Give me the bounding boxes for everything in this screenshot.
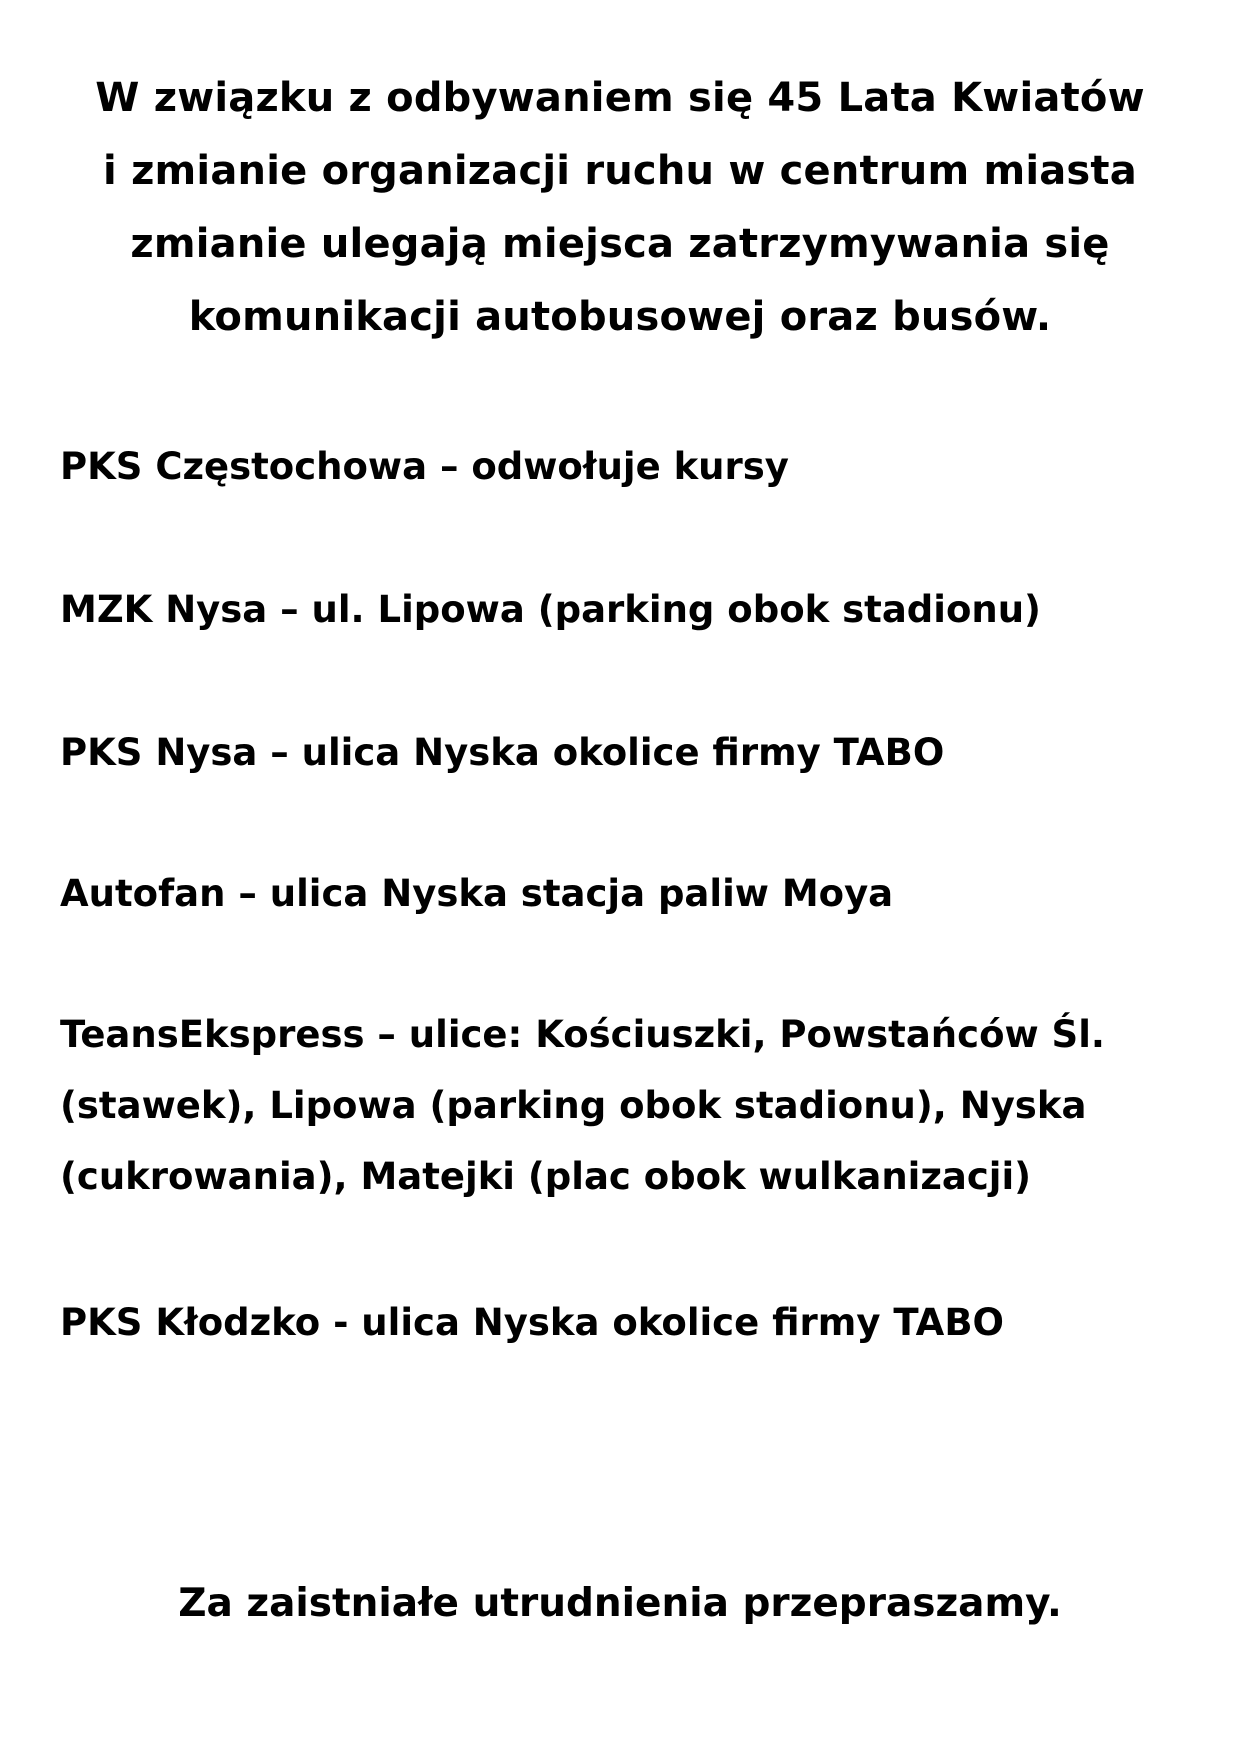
heading-line: komunikacji autobusowej oraz busów.	[188, 294, 1052, 340]
notice-text: Autofan – ulica Nyska stacja paliw Moya	[60, 872, 894, 915]
notice-pks-czestochowa	[60, 431, 1200, 502]
heading-line: i zmianie organizacji ruchu w centrum miasta	[103, 148, 1137, 194]
notice-autofan	[60, 858, 1200, 929]
notice-text: PKS Nysa – ulica Nyska okolice firmy TABO	[60, 731, 945, 774]
apology-footer: Za zaistniałe utrudnienia przepraszamy.	[178, 1581, 1062, 1626]
notice-pks-klodzko	[60, 1287, 1200, 1358]
notice-pks-nysa	[60, 717, 1200, 788]
notice-text-line: (cukrowania), Matejki (plac obok wulkanizacji)	[60, 1155, 1032, 1198]
heading-line: zmianie ulegają miejsca zatrzymywania się	[130, 221, 1110, 267]
announcement-heading	[0, 62, 1240, 354]
notice-text-line: TeansEkspress – ulice: Kościuszki, Powstańców Śl.	[60, 1013, 1105, 1056]
notice-text: PKS Kłodzko - ulica Nyska okolice firmy TABO	[60, 1301, 1004, 1344]
notice-mzk-nysa	[60, 574, 1200, 645]
notice-text-line: (stawek), Lipowa (parking obok stadionu), Nyska	[60, 1084, 1087, 1127]
notice-text: PKS Częstochowa – odwołuje kursy	[60, 445, 789, 488]
notice-text: MZK Nysa – ul. Lipowa (parking obok stadionu)	[60, 588, 1041, 631]
notice-teansekspress	[60, 999, 1200, 1212]
heading-line: W związku z odbywaniem się 45 Lata Kwiatów	[95, 75, 1145, 121]
